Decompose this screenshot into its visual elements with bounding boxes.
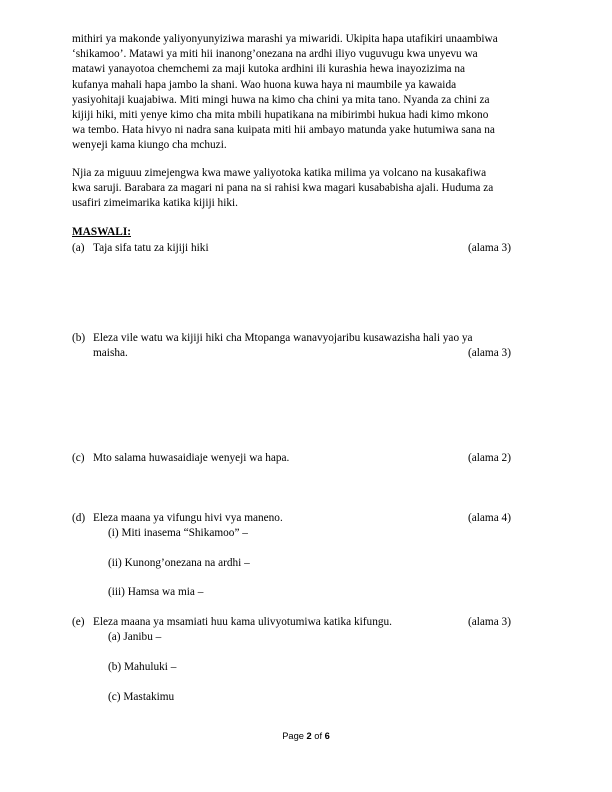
sub-question-d-i: (i) Miti inasema “Shikamoo” – xyxy=(108,527,248,539)
text-line: kwa saruji. Barabara za magari ni pana na si rahisi kwa magari kusababisha ajali. Huduma za xyxy=(72,182,494,195)
question-c xyxy=(72,451,552,466)
passage-paragraph-2 xyxy=(72,166,552,212)
question-label: (a) xyxy=(72,242,85,254)
text-line: Njia za miguuu zimejengwa kwa mawe yaliyotoka katika milima ya volcano na kusakafiwa xyxy=(72,167,487,179)
question-text: Mto salama huwasaidiaje wenyeji wa hapa. xyxy=(93,452,290,464)
sub-question-e-b: (b) Mahuluki – xyxy=(108,661,177,673)
marks: (alama 3) xyxy=(468,242,511,254)
questions-heading: MASWALI: xyxy=(72,226,131,238)
question-a xyxy=(72,241,552,256)
question-label: (d) xyxy=(72,512,86,524)
text-line: ‘shikamoo’. Matawi ya miti hii inanong’onezana na ardhi iliyo vuguvugu kwa unyevu wa xyxy=(72,48,478,61)
footer-prefix: Page xyxy=(282,731,307,741)
sub-question-d-iii: (iii) Hamsa wa mia – xyxy=(108,586,204,598)
marks: (alama 2) xyxy=(468,452,511,464)
sub-question-e-a: (a) Janibu – xyxy=(108,631,162,643)
page-footer xyxy=(0,731,612,741)
marks: (alama 3) xyxy=(468,616,511,628)
question-text-continued: maisha. xyxy=(93,347,128,360)
text-line: yasiyohitaji kuajabiwa. Miti mingi huwa na kimo cha chini ya mita tano. Nyanda za chini za xyxy=(72,93,490,106)
text-line: kufanya mahali hapa jambo la shani. Wao huona kuwa haya ni maumbile ya kawaida xyxy=(72,78,457,91)
sub-question-d-ii: (ii) Kunong’onezana na ardhi – xyxy=(108,557,250,569)
text-line: kijiji hiki, miti yenye kimo cha mita mbili hupatikana na mibirimbi hukua hadi kimo mkono xyxy=(72,109,489,122)
text-line: usafiri zimeimarika katika kijiji hiki. xyxy=(72,197,238,210)
text-line: wa tembo. Hata hivyo ni nadra sana kuipata miti hii ambayo matunda yake hutumiwa sana na xyxy=(72,124,495,137)
question-text: Eleza vile watu wa kijiji hiki cha Mtopanga wanavyojaribu kusawazisha hali yao ya xyxy=(93,332,473,344)
question-text: Eleza maana ya msamiati huu kama ulivyotumiwa katika kifungu. xyxy=(93,616,392,628)
marks: (alama 4) xyxy=(468,512,511,524)
question-b xyxy=(72,331,552,361)
question-label: (b) xyxy=(72,332,86,344)
question-label: (c) xyxy=(72,452,85,464)
footer-middle: of xyxy=(311,731,325,741)
text-line: wenyeji kama kiungo cha mchuzi. xyxy=(72,139,227,152)
current-page-number: 2 xyxy=(306,731,312,741)
question-d xyxy=(72,511,552,526)
sub-question-e-c: (c) Mastakimu xyxy=(108,691,175,703)
question-label: (e) xyxy=(72,616,85,628)
question-text: Taja sifa tatu za kijiji hiki xyxy=(93,242,209,254)
question-text: Eleza maana ya vifungu hivi vya maneno. xyxy=(93,512,283,524)
text-line: matawi yanayotoa chemchemi za maji kutoka ardhini ili kurashia hewa inayozizima na xyxy=(72,63,466,76)
marks: (alama 3) xyxy=(468,347,511,360)
text-line: mithiri ya makonde yaliyonyunyiziwa marashi ya miwaridi. Ukipita hapa utafikiri unaambiwa xyxy=(72,33,498,45)
total-page-number: 6 xyxy=(324,731,330,741)
passage-paragraph-1 xyxy=(72,32,552,154)
question-e xyxy=(72,615,552,630)
